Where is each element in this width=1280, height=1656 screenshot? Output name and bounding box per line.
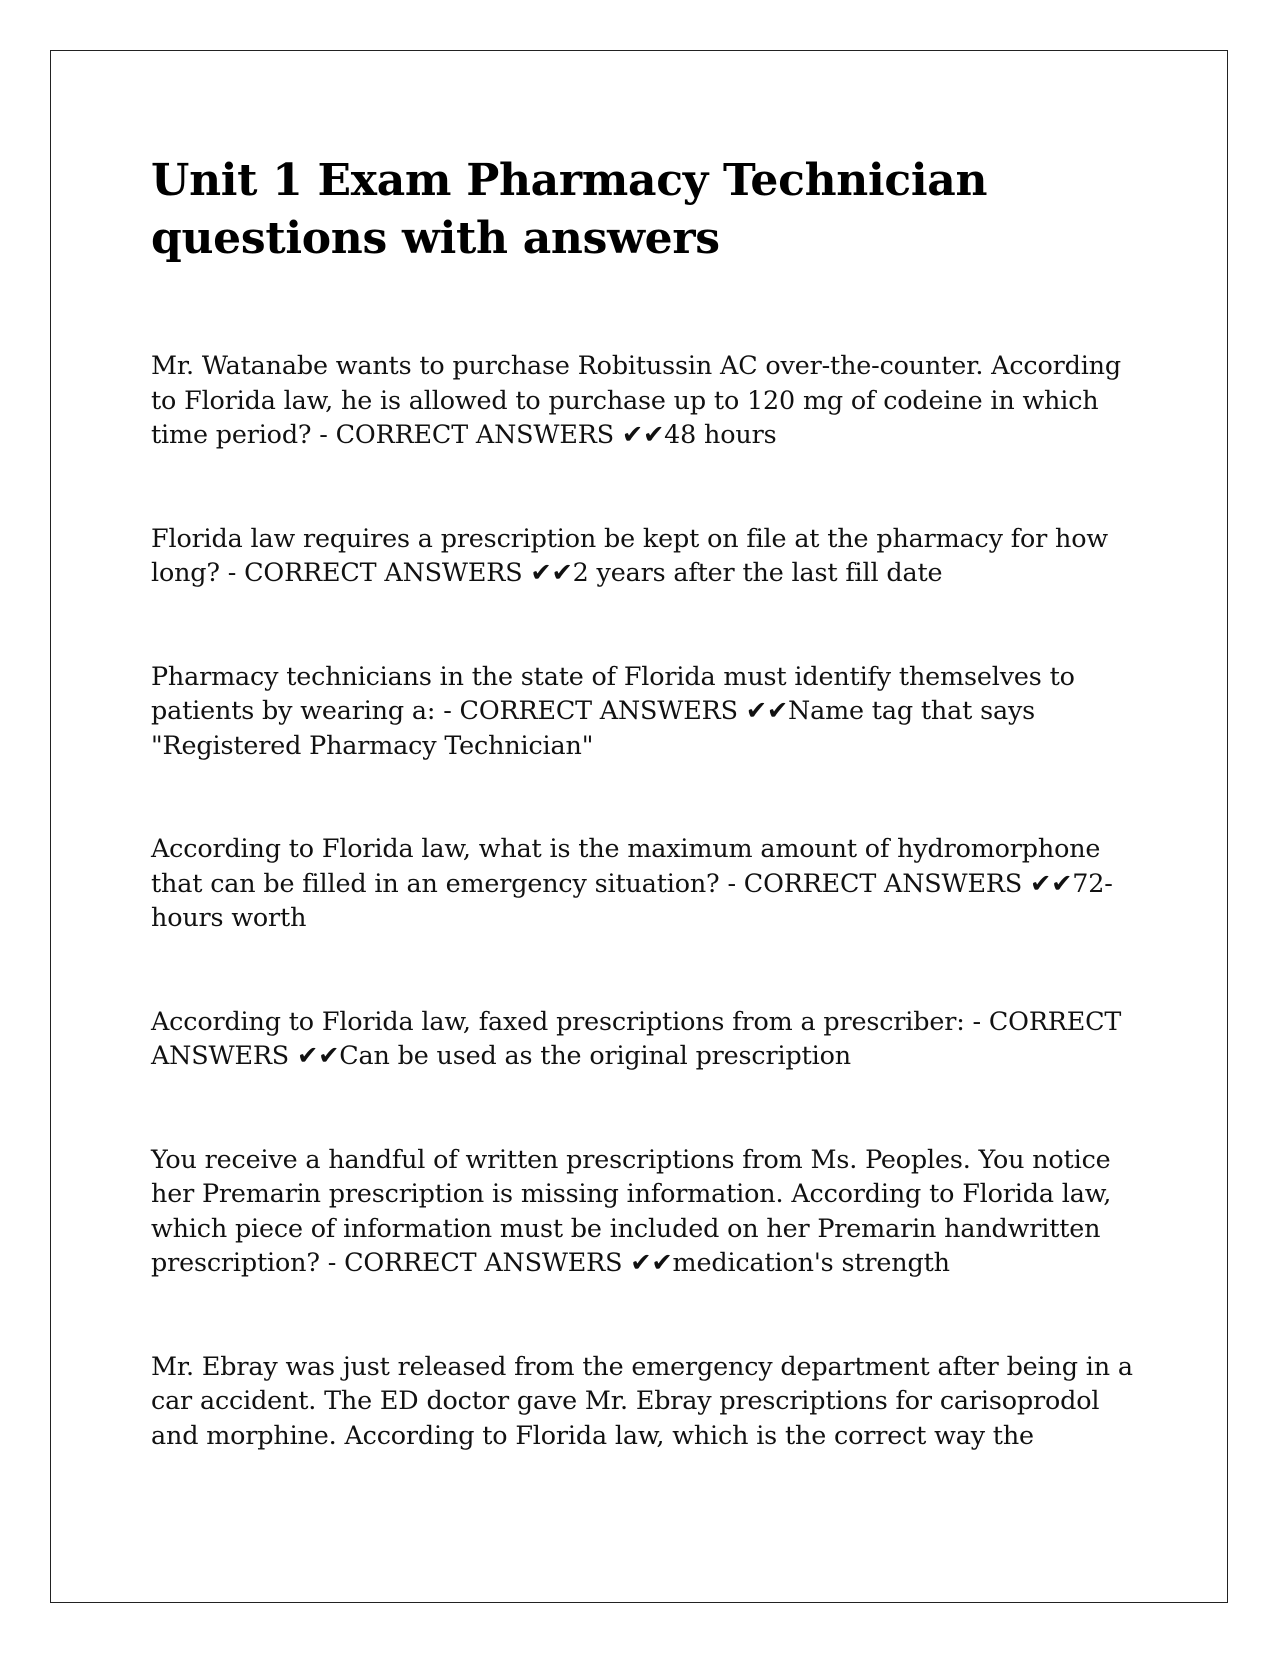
document-body bbox=[151, 152, 1136, 1521]
qa-item-6: You receive a handful of written prescriptions from Ms. Peoples. You notice her Premarin prescription is missing information. According to Florida law, which piece of information must be included on her Premarin handwritten prescription? - CORRECT ANSWERS ✔✔medication's strength bbox=[151, 1143, 1112, 1277]
qa-item-3: Pharmacy technicians in the state of Florida must identify themselves to patients by wearing a: - CORRECT ANSWERS ✔✔Name tag that says "Registered Pharmacy Technician" bbox=[151, 660, 1075, 760]
qa-item-4: According to Florida law, what is the maximum amount of hydromorphone that can be filled in an emergency situation? - CORRECT ANSWERS ✔✔72-hours worth bbox=[151, 833, 1113, 932]
qa-item-5: According to Florida law, faxed prescriptions from a prescriber: - CORRECT ANSWERS ✔✔Can be used as the original prescription bbox=[151, 1005, 1122, 1070]
qa-item-2: Florida law requires a prescription be kept on file at the pharmacy for how long? - CORRECT ANSWERS ✔✔2 years after the last fill date bbox=[151, 522, 1108, 587]
qa-item-1: Mr. Watanabe wants to purchase Robitussin AC over-the-counter. According to Florida law, he is allowed to purchase up to 120 mg of codeine in which time period? - CORRECT ANSWERS ✔✔48 hours bbox=[151, 350, 1121, 449]
document-title: Unit 1 Exam Pharmacy Technician questions with answers bbox=[151, 155, 988, 264]
qa-item-7: Mr. Ebray was just released from the emergency department after being in a car accident. The ED doctor gave Mr. Ebray prescriptions for carisoprodol and morphine. According to Florida law, which is the correct way the bbox=[151, 1350, 1133, 1450]
